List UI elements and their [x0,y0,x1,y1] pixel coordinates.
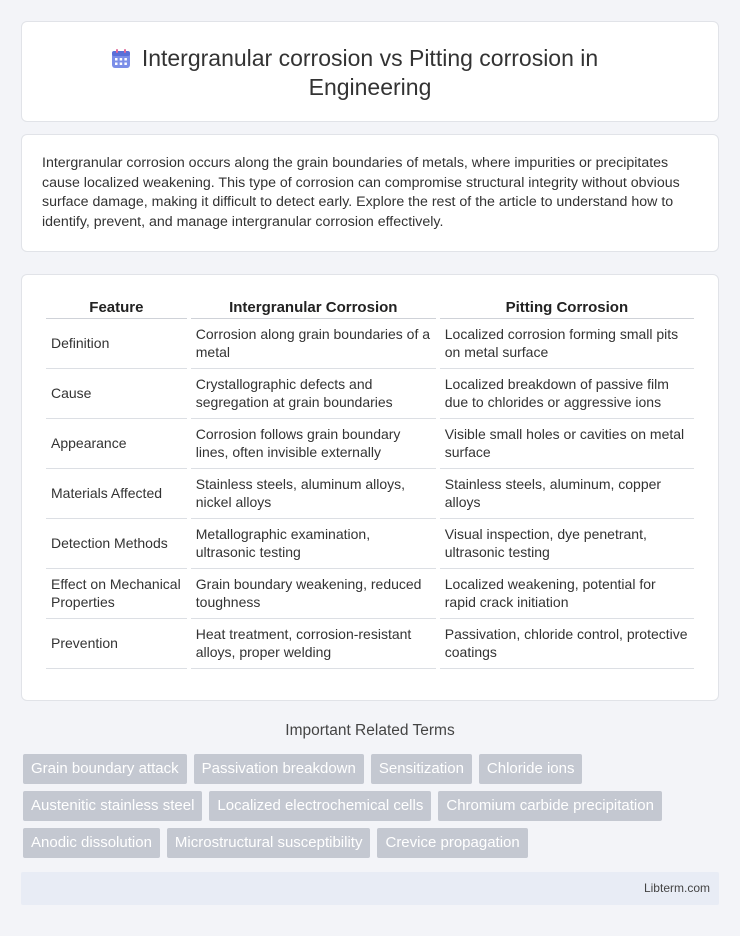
header-pitting: Pitting Corrosion [440,295,694,319]
table-row [46,519,694,569]
related-term-tag[interactable]: Crevice propagation [377,828,527,858]
intro-paragraph: Intergranular corrosion occurs along the grain boundaries of metals, where impurities or precipitates cause localized weakening. This type of corrosion can compromise structural integrity without obvious surface damage, making it difficult to detect early. Explore the rest of the article to understand how to identify, prevent, and manage intergranular corrosion effectively. [42,155,680,230]
feature-cell: Materials Affected [46,469,187,519]
intergranular-cell: Grain boundary weakening, reduced toughness [191,569,436,619]
related-term-tag[interactable]: Microstructural susceptibility [167,828,371,858]
pitting-cell: Stainless steels, aluminum, copper alloys [440,469,694,519]
table-header-row [46,295,694,319]
intergranular-cell: Heat treatment, corrosion-resistant alloys, proper welding [191,619,436,669]
page-title: Intergranular corrosion vs Pitting corrosion in Engineering [141,45,599,100]
pitting-cell: Localized corrosion forming small pits on metal surface [440,319,694,369]
table-row [46,419,694,469]
tag-row [23,828,723,858]
intro-card [21,134,719,252]
table-row [46,619,694,669]
feature-cell: Effect on Mechanical Properties [46,569,187,619]
related-term-tag[interactable]: Grain boundary attack [23,754,187,784]
pitting-cell: Localized breakdown of passive film due to chlorides or aggressive ions [440,369,694,419]
related-term-tag[interactable]: Anodic dissolution [23,828,160,858]
intergranular-cell: Metallographic examination, ultrasonic testing [191,519,436,569]
related-term-tag[interactable]: Localized electrochemical cells [209,791,431,821]
feature-cell: Cause [46,369,187,419]
feature-cell: Appearance [46,419,187,469]
comparison-card [21,274,719,701]
pitting-cell: Visible small holes or cavities on metal surface [440,419,694,469]
header-feature: Feature [46,295,187,319]
header-intergranular: Intergranular Corrosion [191,295,436,319]
related-term-tag[interactable]: Chloride ions [479,754,583,784]
feature-cell: Prevention [46,619,187,669]
intergranular-cell: Stainless steels, aluminum alloys, nickel alloys [191,469,436,519]
table-row [46,469,694,519]
pitting-cell: Passivation, chloride control, protective coatings [440,619,694,669]
related-term-tag[interactable]: Chromium carbide precipitation [438,791,662,821]
table-row [46,569,694,619]
feature-cell: Definition [46,319,187,369]
footer [21,872,719,905]
footer-brand-link[interactable]: Libterm.com [643,881,710,895]
title-card [21,21,719,122]
intergranular-cell: Corrosion follows grain boundary lines, often invisible externally [191,419,436,469]
table-row [46,319,694,369]
intergranular-cell: Crystallographic defects and segregation at grain boundaries [191,369,436,419]
table-row [46,369,694,419]
related-term-tag[interactable]: Passivation breakdown [194,754,364,784]
related-term-tag[interactable]: Austenitic stainless steel [23,791,202,821]
related-terms-list [23,754,723,865]
feature-cell: Detection Methods [46,519,187,569]
intergranular-cell: Corrosion along grain boundaries of a metal [191,319,436,369]
tag-row [23,791,723,821]
related-terms-title: Important Related Terms [285,722,455,739]
pitting-cell: Visual inspection, dye penetrant, ultrasonic testing [440,519,694,569]
related-term-tag[interactable]: Sensitization [371,754,472,784]
pitting-cell: Localized weakening, potential for rapid crack initiation [440,569,694,619]
tag-row [23,754,723,784]
comparison-table [42,295,698,669]
